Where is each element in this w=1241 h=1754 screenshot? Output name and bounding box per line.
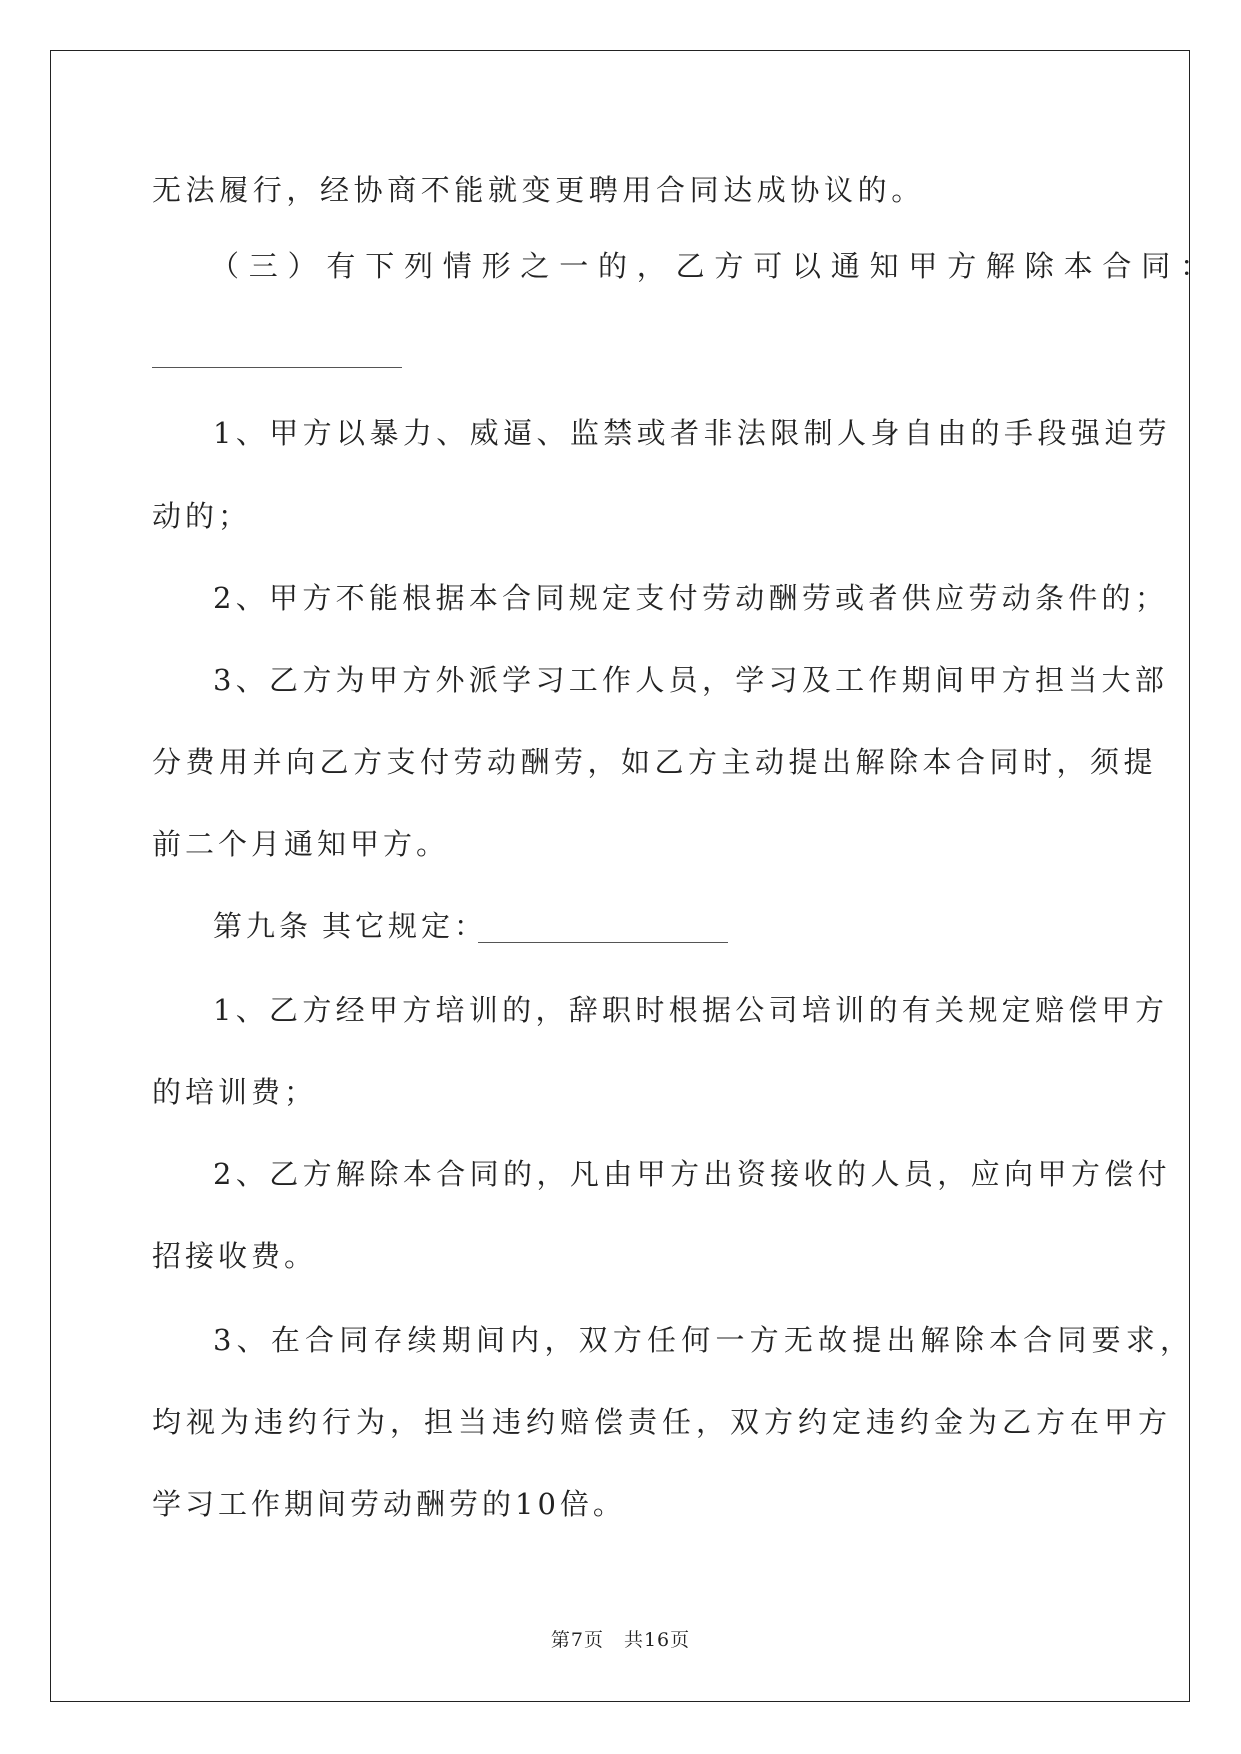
paragraph-line: 均视为违约行为，担当违约赔偿责任，双方约定违约金为乙方在甲方 [152, 1405, 1173, 1439]
paragraph-line: 动的； [152, 499, 252, 533]
page-number: 第7页 共16页 [550, 1629, 691, 1651]
page-frame [50, 50, 1190, 1702]
paragraph-line: 的培训费； [152, 1075, 318, 1109]
blank-fill-line [478, 942, 728, 943]
paragraph-line: 3、在合同存续期间内，双方任何一方无故提出解除本合同要求， [213, 1323, 1195, 1357]
paragraph-line: 招接收费。 [152, 1239, 318, 1273]
paragraph-line: 2、乙方解除本合同的，凡由甲方出资接收的人员，应向甲方偿付 [213, 1157, 1172, 1191]
blank-fill-line [152, 367, 402, 368]
paragraph-line: 学习工作期间劳动酬劳的10倍。 [152, 1487, 626, 1521]
paragraph-line: 前二个月通知甲方。 [152, 827, 450, 861]
section-heading: （三）有下列情形之一的，乙方可以通知甲方解除本合同： [210, 249, 1219, 283]
paragraph-line: 2、甲方不能根据本合同规定支付劳动酬劳或者供应劳动条件的； [213, 581, 1169, 615]
paragraph-line: 3、乙方为甲方外派学习工作人员，学习及工作期间甲方担当大部 [213, 663, 1169, 697]
article-heading [213, 906, 487, 946]
paragraph-line: 1、甲方以暴力、威逼、监禁或者非法限制人身自由的手段强迫劳 [213, 416, 1172, 450]
paragraph-line: 分费用并向乙方支付劳动酬劳，如乙方主动提出解除本合同时，须提 [152, 745, 1158, 779]
paragraph-line: 1、乙方经甲方培训的，辞职时根据公司培训的有关规定赔偿甲方 [213, 993, 1169, 1027]
paragraph-line: 无法履行，经协商不能就变更聘用合同达成协议的。 [152, 173, 925, 207]
article-number: 第九条 [213, 909, 313, 943]
article-label: 其它规定： [322, 909, 488, 943]
